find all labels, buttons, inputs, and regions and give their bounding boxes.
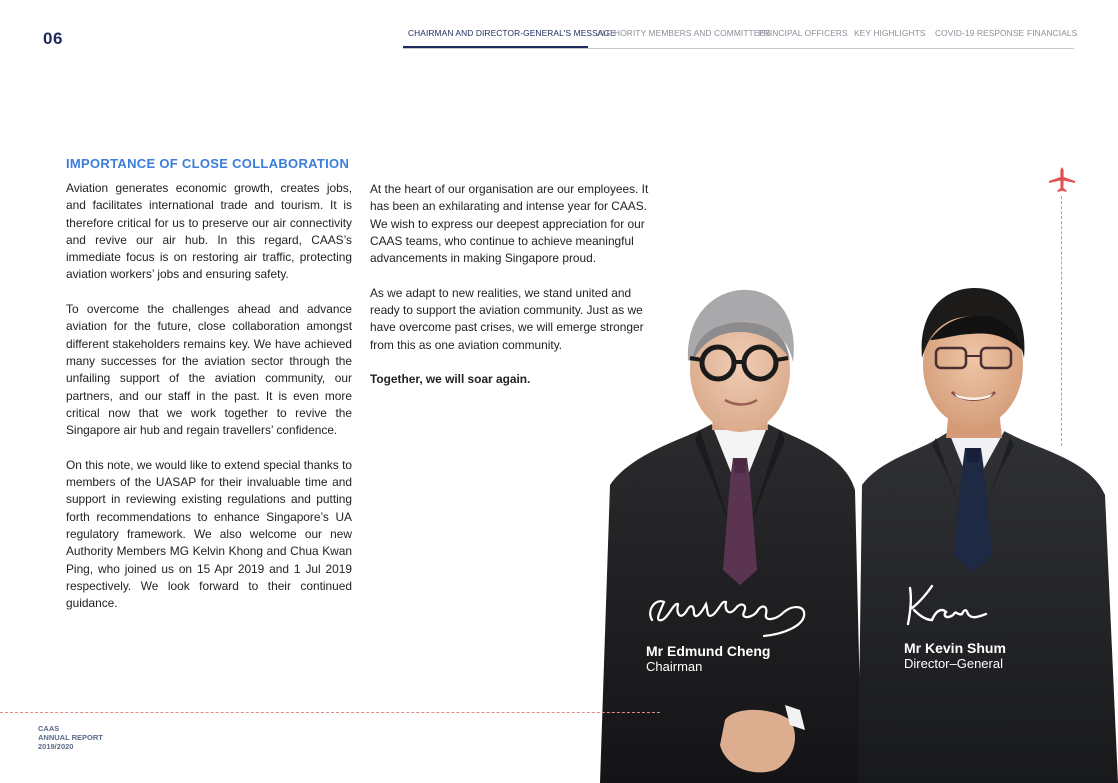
footer-label [38,725,103,751]
tab-covid-response[interactable]: COVID-19 RESPONSE [935,28,1025,38]
airplane-icon [1048,166,1076,194]
person-edmund-cheng [600,290,862,783]
closing-line: Together, we will soar again. [370,372,531,387]
paragraph: To overcome the challenges ahead and advance aviation for the future, close collaboration amongst different stakeholders remains key. We have achieved many successes for the aviation sector through the unfailing support of the aviation community, our partners, and our staff in the past. It is even more critical now that we work together to revive the Singapore air hub and regain travellers’ confidence. [66,302,352,438]
section-heading: IMPORTANCE OF CLOSE COLLABORATION [66,156,350,171]
footer-divider [0,712,660,713]
signature-edmund-cheng [644,590,814,640]
footer-org: CAAS [38,724,60,733]
tab-key-highlights[interactable]: KEY HIGHLIGHTS [854,28,926,38]
tab-financials[interactable]: FINANCIALS [1027,28,1078,38]
person-kevin-shum [858,288,1118,783]
portrait-photo [600,280,1118,783]
person-name: Mr Kevin Shum [904,640,1006,656]
active-tab-indicator [403,46,588,48]
tab-chairman-message[interactable]: CHAIRMAN AND DIRECTOR-GENERAL'S MESSAGE [408,28,616,38]
tab-principal-officers[interactable]: PRINCIPAL OFFICERS [758,28,848,38]
signature-kevin-shum [902,580,992,630]
person-role: Director–General [904,656,1003,671]
paragraph: Aviation generates economic growth, creates jobs, and facilitates international trade and tourism. It is therefore critical for us to preserve our air connectivity and revive our air hub. In this regard, CAAS’s immediate focus is on restoring air traffic, protecting aviation workers’ jobs and ensuring safety. [66,181,352,282]
paragraph: At the heart of our organisation are our employees. It has been an exhilarating and intense year for CAAS. We wish to express our deepest appreciation for our CAAS teams, who continue to achieve meaningful advancements in making Singapore proud. [370,182,649,266]
person-name: Mr Edmund Cheng [646,643,771,659]
paragraph: On this note, we would like to extend special thanks to members of the UASAP for their invaluable time and support in reviewing existing regulations and putting forth recommendations to enhance Singapore’s UA regulatory framework. We also welcome our new Authority Members MG Kelvin Khong and Chua Kwan Ping, who joined us on 15 Apr 2019 and 1 Jul 2019 respectively. We look forward to their continued guidance. [66,457,352,611]
page-number: 06 [43,29,63,48]
footer-report: ANNUAL REPORT [38,732,103,742]
person-role: Chairman [646,659,703,674]
text-column-left [66,180,352,630]
top-navigation [403,24,1078,49]
paragraph: As we adapt to new realities, we stand united and ready to support the aviation community. Just as we have overcome past crises, we will emerge stronger from this as one aviation community. [370,285,644,352]
footer-year: 2019/2020 [38,741,74,751]
tab-authority-members[interactable]: AUTHORITY MEMBERS AND COMMITTEES [597,28,771,38]
